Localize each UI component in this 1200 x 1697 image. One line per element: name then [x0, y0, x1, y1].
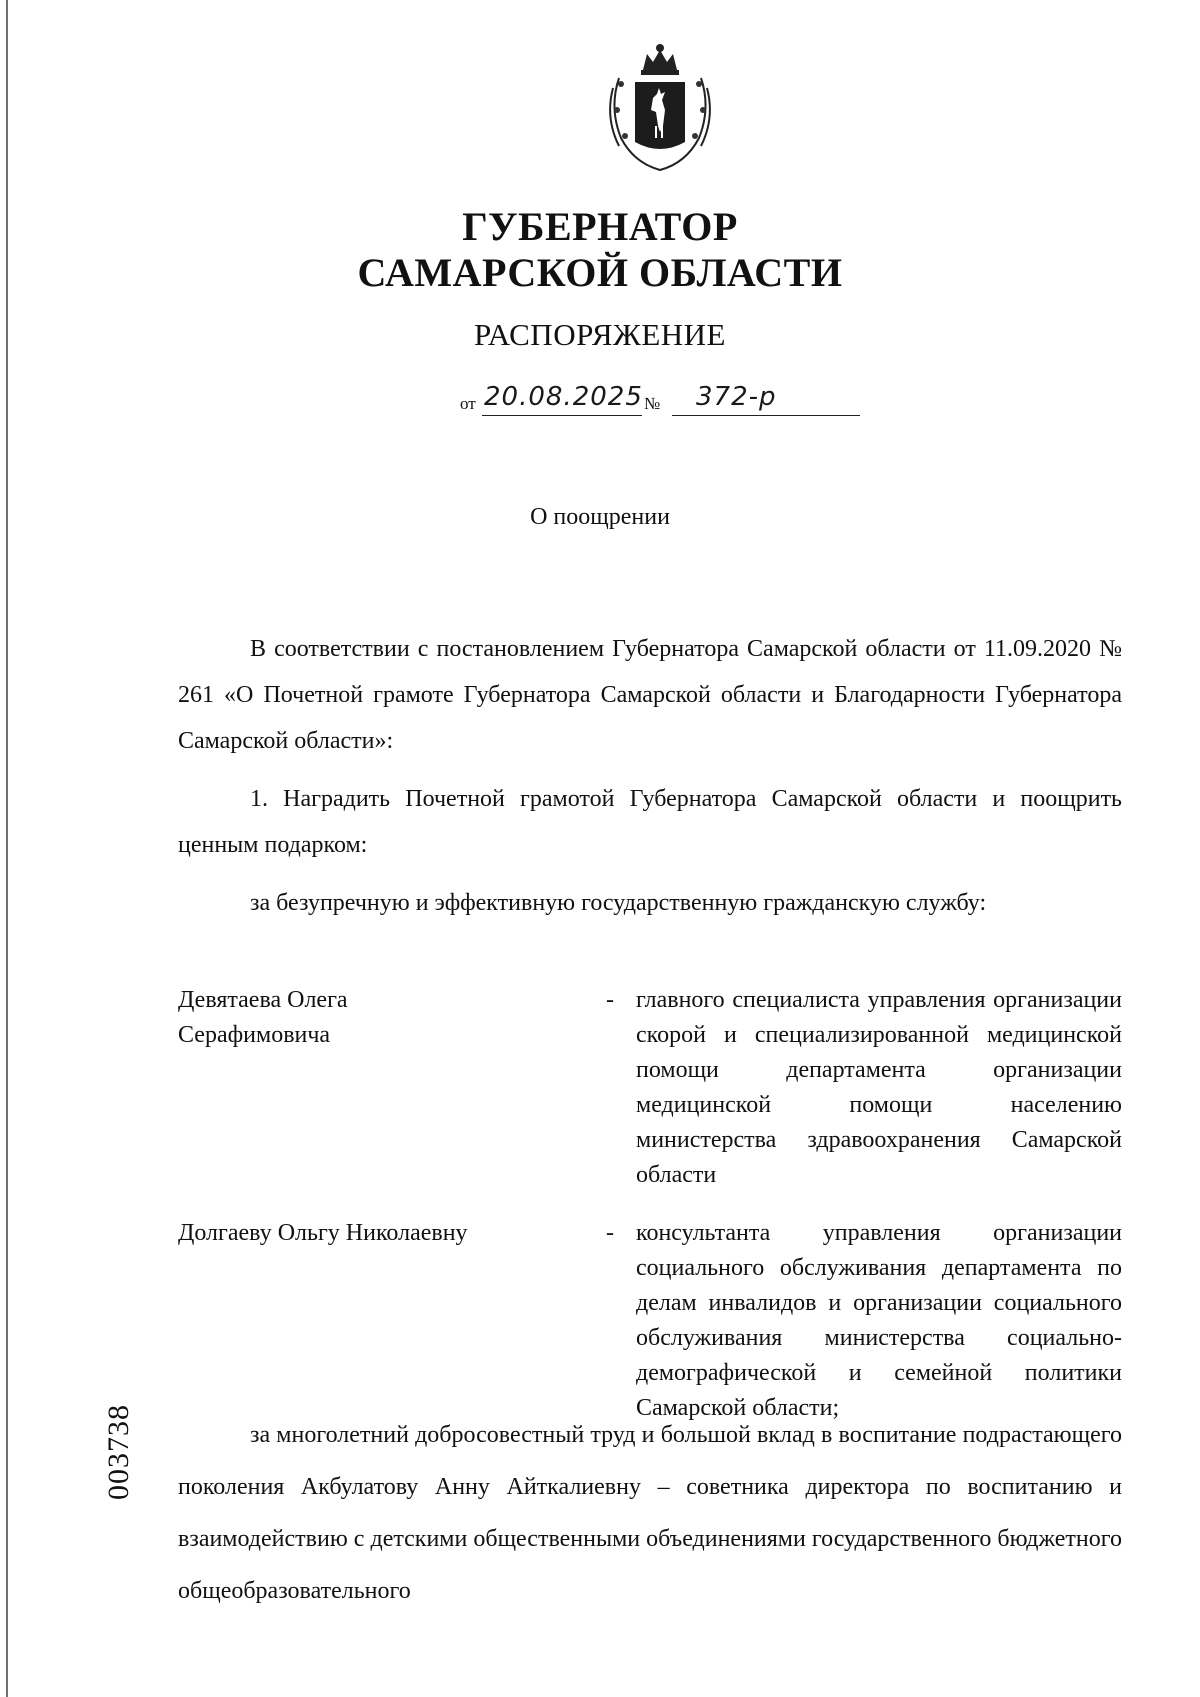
date-handwritten: 20.08.2025 [484, 382, 643, 412]
awardee-name: Девятаева Олега Серафимовича [178, 987, 348, 1048]
intro-paragraph: В соответствии с постановлением Губернатора Самарской области от 11.09.2020 № 261 «О Почетной грамоте Губернатора Самарской области и Благодарности Губернатора Самарской области»: [178, 636, 1122, 754]
item1-paragraph: 1. Наградить Почетной грамотой Губернатора Самарской области и поощрить ценным подарком: [178, 786, 1122, 858]
number-prefix: № [644, 394, 661, 413]
samara-coat-of-arms-icon [599, 38, 721, 176]
document-subject: О поощрении [530, 504, 670, 530]
number-handwritten: 372-р [696, 382, 777, 412]
number-underline [672, 415, 860, 416]
reason1-paragraph: за безупречную и эффективную государственную гражданскую службу: [250, 890, 987, 916]
awardee-position: консультанта управления организации социального обслуживания департамента по делам инвалидов и организации социального обслуживания министерства социально-демографической и семейной политики Самарской области; [636, 1220, 1122, 1421]
org-title-line1: ГУБЕРНАТОР [462, 204, 738, 249]
date-number-line [460, 382, 860, 422]
date-prefix: от [460, 394, 476, 413]
awardee-dash: - [606, 987, 614, 1013]
margin-serial-number: 003738 [102, 1404, 135, 1500]
awardee-position: главного специалиста управления организации скорой и специализированной медицинской помощи департамента организации медицинской помощи населению министерства здравоохранения Самарской области [636, 987, 1122, 1188]
reason2-paragraph: за многолетний добросовестный труд и большой вклад в воспитание подрастающего поколения Акбулатову Анну Айткалиевну – советника директора по воспитанию и взаимодействию с детскими общественными объединениями государственного бюджетного общеобразовательного [178, 1422, 1122, 1604]
document-type: РАСПОРЯЖЕНИЕ [474, 317, 726, 352]
awardee-dash: - [606, 1220, 614, 1246]
awardee-name: Долгаеву Ольгу Николаевну [178, 1220, 468, 1246]
org-title-line2: САМАРСКОЙ ОБЛАСТИ [357, 250, 843, 295]
date-underline [482, 415, 642, 416]
